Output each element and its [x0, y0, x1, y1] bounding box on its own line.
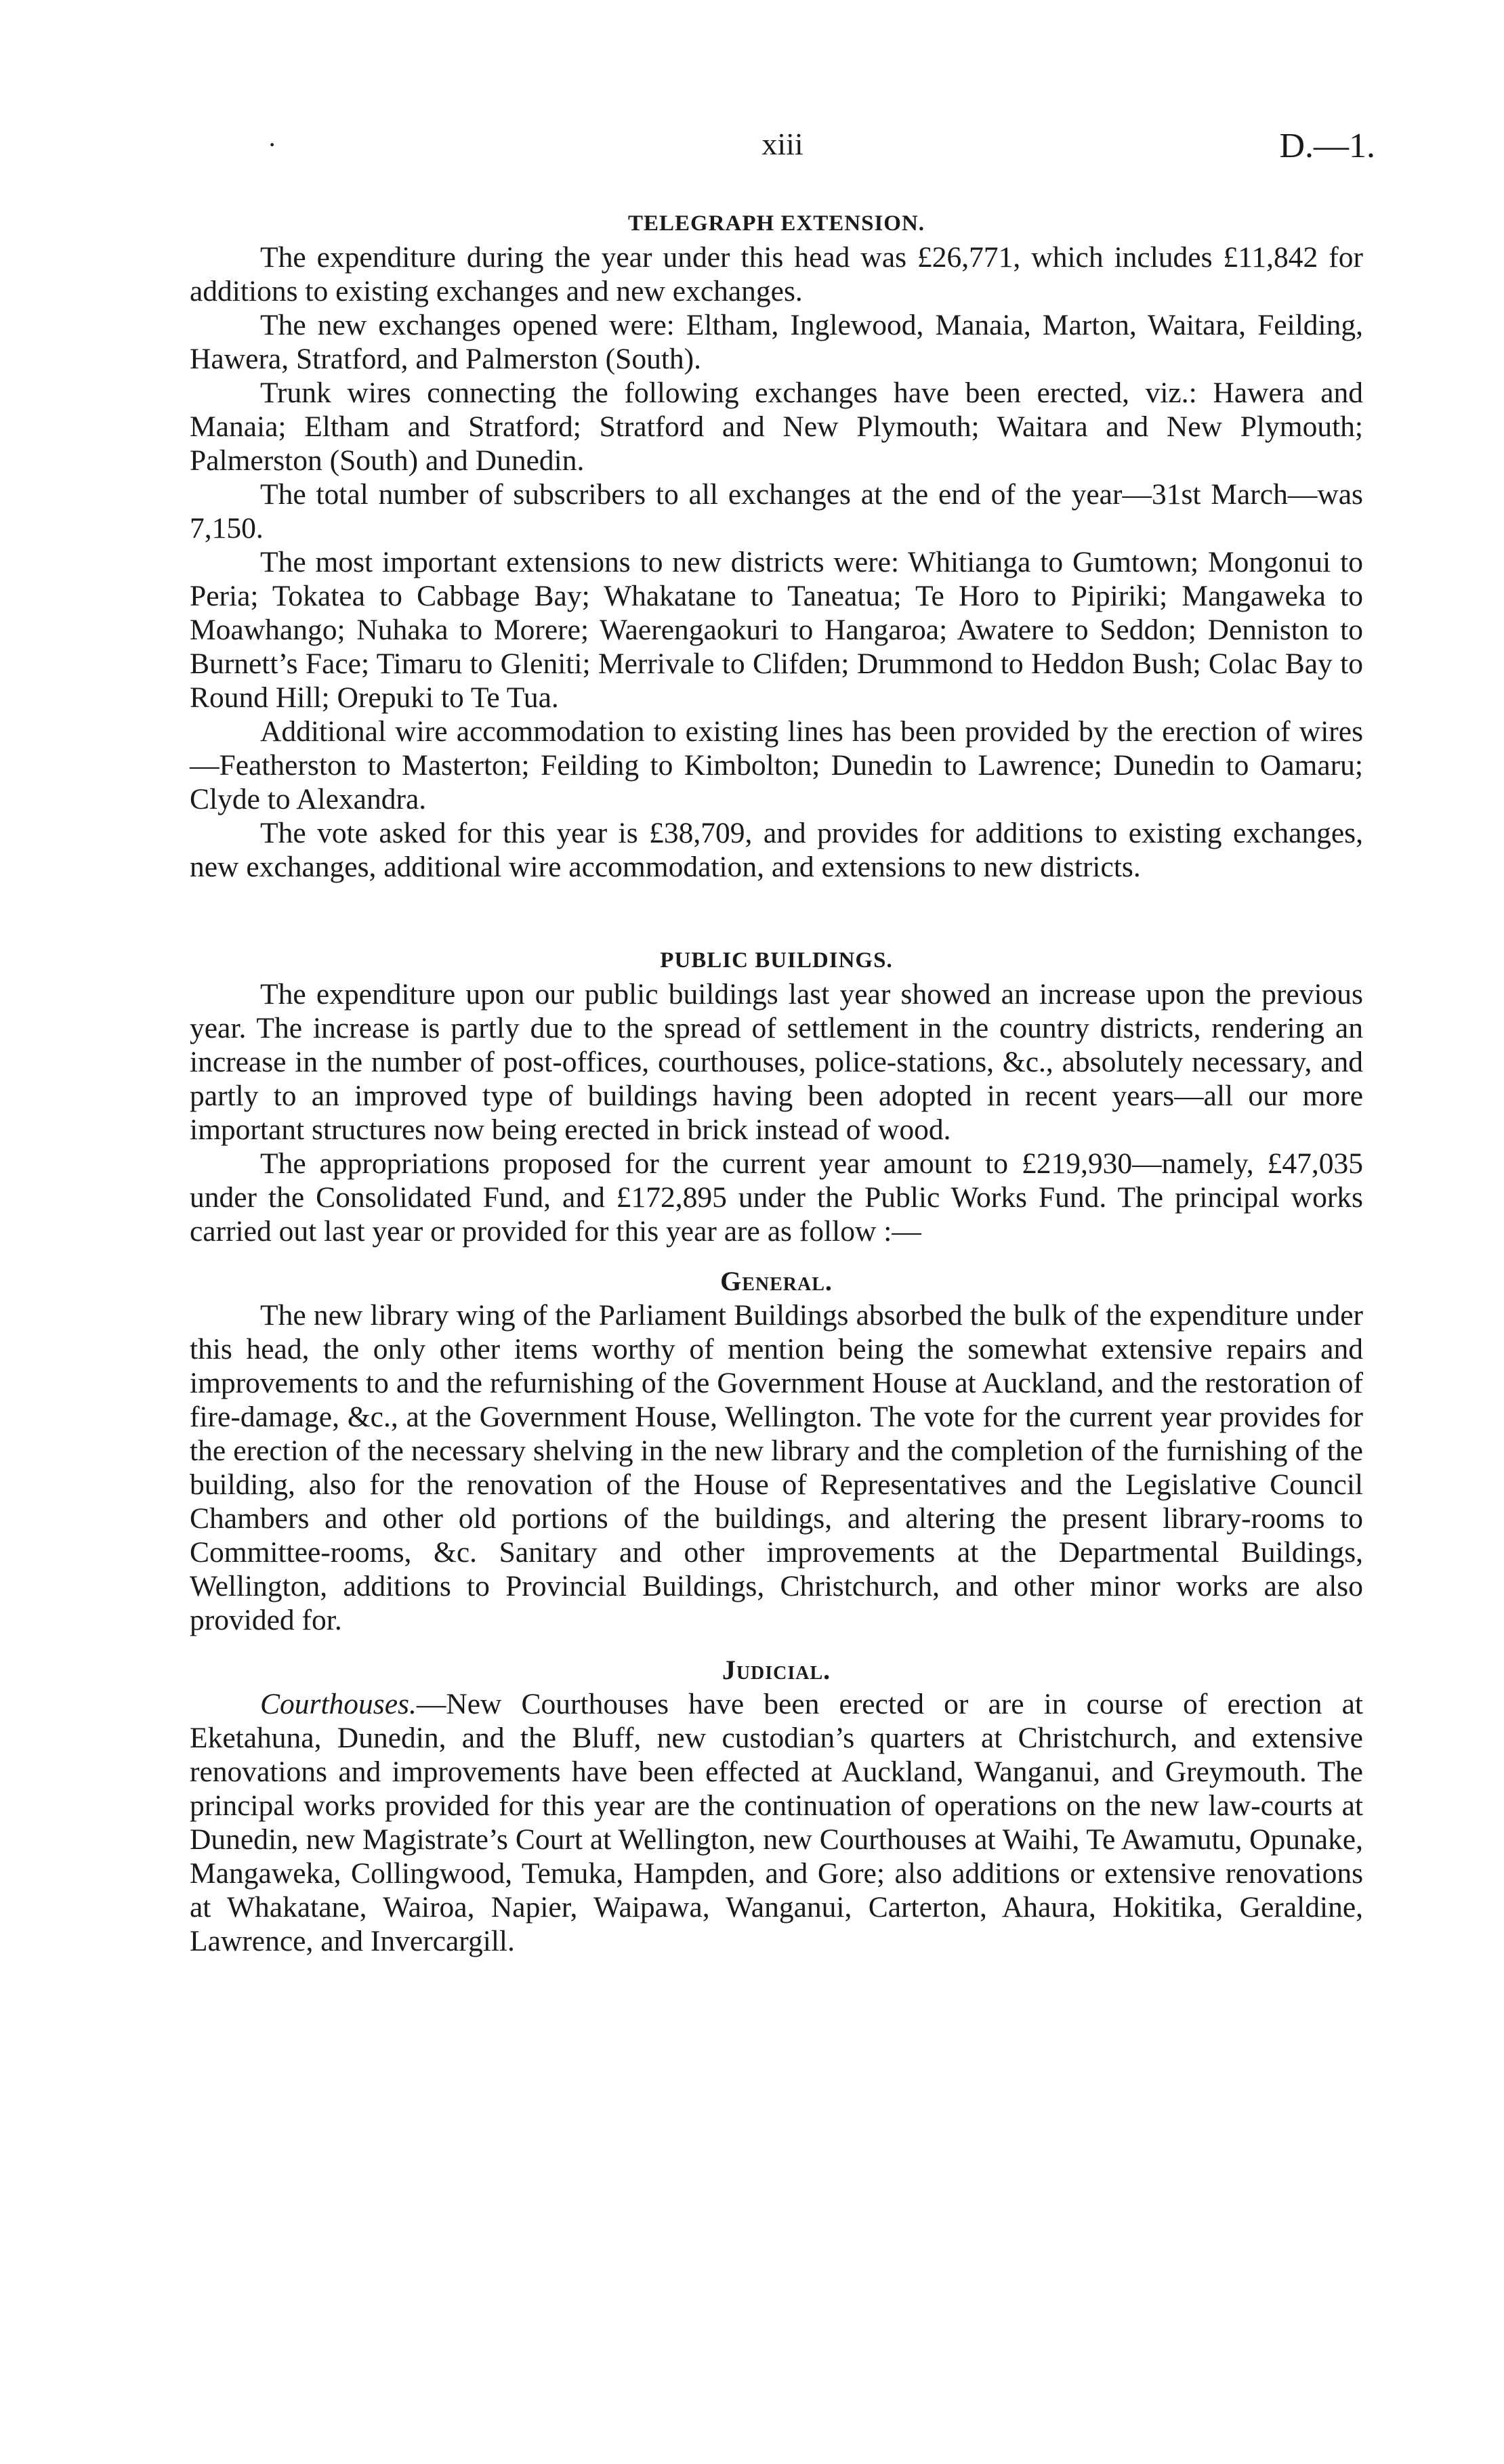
section-heading: TELEGRAPH EXTENSION. — [627, 211, 925, 236]
paragraph — [190, 1687, 1363, 1958]
subsection-heading: General. — [720, 1266, 833, 1296]
paragraph: The most important extensions to new districts were: Whitianga to Gumtown; Mongonui to Peria; Tokatea to Cabbage Bay; Whakatane to Taneatua; Te Horo to Pipiriki; Mangaweka to Moawhango; Nuhaka to Morere; Waerengaokuri to Hangaroa; Awatere to Seddon; Denniston to Burnett’s Face; Timaru to Gleniti; Merrivale to Clifden; Drummond to Heddon Bush; Colac Bay to Round Hill; Orepuki to Te Tua. — [190, 546, 1363, 714]
paragraph-text: —New Courthouses have been erected or are in course of erection at Eketahuna, Dunedin, and the Bluff, new custodian’s quarters at Christchurch, and extensive renovations and improvements have been effected at Auckland, Wanganui, and Greymouth. The principal works provided for this year are the continuation of operations on the new law-courts at Dunedin, new Magistrate’s Court at Wellington, new Courthouses at Waihi, Te Awamutu, Opunake, Mangaweka, Collingwood, Temuka, Hampden, and Gore; also additions or extensive renovations at Whakatane, Wairoa, Napier, Waipawa, Wanganui, Carterton, Ahaura, Hokitika, Geraldine, Lawrence, and Invercargill. — [190, 1688, 1363, 1957]
telegraph-extension-section — [190, 207, 1363, 884]
paragraph-lead: Courthouses. — [260, 1688, 417, 1720]
paragraph: The total number of subscribers to all exchanges at the end of the year—31st March—was 7,150. — [190, 478, 1363, 545]
paragraph: Trunk wires connecting the following exchanges have been erected, viz.: Hawera and Manaia; Eltham and Stratford; Stratford and New Plymouth; Waitara and New Plymouth; Palmerston (South) and Dunedin. — [190, 377, 1363, 477]
paragraph: The new library wing of the Parliament Buildings absorbed the bulk of the expenditure under this head, the only other items worthy of mention being the somewhat extensive repairs and improvements to and the refurnishing of the Government House at Auckland, and the restoration of fire-damage, &c., at the Government House, Wellington. The vote for the current year provides for the erection of the necessary shelving in the new library and the completion of the furnishing of the building, also for the renovation of the House of Representatives and the Legislative Council Chambers and other old portions of the buildings, and altering the present library-rooms to Committee-rooms, &c. Sanitary and other improvements at the Departmental Buildings, Wellington, additions to Provincial Buildings, Christchurch, and other minor works are also provided for. — [190, 1299, 1363, 1636]
section-spacer — [190, 884, 1363, 943]
section-spacer — [190, 1248, 1363, 1265]
subsection-heading: Judicial. — [722, 1655, 831, 1685]
section-heading: PUBLIC BUILDINGS. — [660, 948, 893, 973]
paragraph: Additional wire accommodation to existing lines has been provided by the erection of wires—Featherston to Masterton; Feilding to Kimbolton; Dunedin to Lawrence; Dunedin to Oamaru; Clyde to Alexandra. — [190, 715, 1363, 815]
document-reference: D.—1. — [1279, 127, 1375, 165]
paragraph: The expenditure during the year under this head was £26,771, which includes £11,842 for additions to existing exchanges and new exchanges. — [190, 241, 1363, 307]
general-subsection — [190, 1265, 1363, 1637]
page-body — [190, 207, 1363, 1958]
margin-dot: · — [268, 129, 277, 160]
paragraph: The vote asked for this year is £38,709, and provides for additions to existing exchanges, new exchanges, additional wire accommodation, and extensions to new districts. — [190, 817, 1363, 883]
paragraph: The new exchanges opened were: Eltham, Inglewood, Manaia, Marton, Waitara, Feilding, Hawera, Stratford, and Palmerston (South). — [190, 309, 1363, 375]
page-header — [190, 126, 1375, 173]
public-buildings-section — [190, 943, 1363, 1248]
paragraph: The appropriations proposed for the current year amount to £219,930—namely, £47,035 under the Consolidated Fund, and £172,895 under the Public Works Fund. The principal works carried out last year or provided for this year are as follow :— — [190, 1147, 1363, 1248]
page-number: xiii — [761, 127, 803, 161]
paragraph: The expenditure upon our public buildings last year showed an increase upon the previous year. The increase is partly due to the spread of settlement in the country districts, rendering an increase in the number of post-offices, courthouses, police-stations, &c., absolutely necessary, and partly to an improved type of buildings having been adopted in recent years—all our more important structures now being erected in brick instead of wood. — [190, 978, 1363, 1146]
judicial-subsection — [190, 1653, 1363, 1958]
section-spacer — [190, 1637, 1363, 1653]
